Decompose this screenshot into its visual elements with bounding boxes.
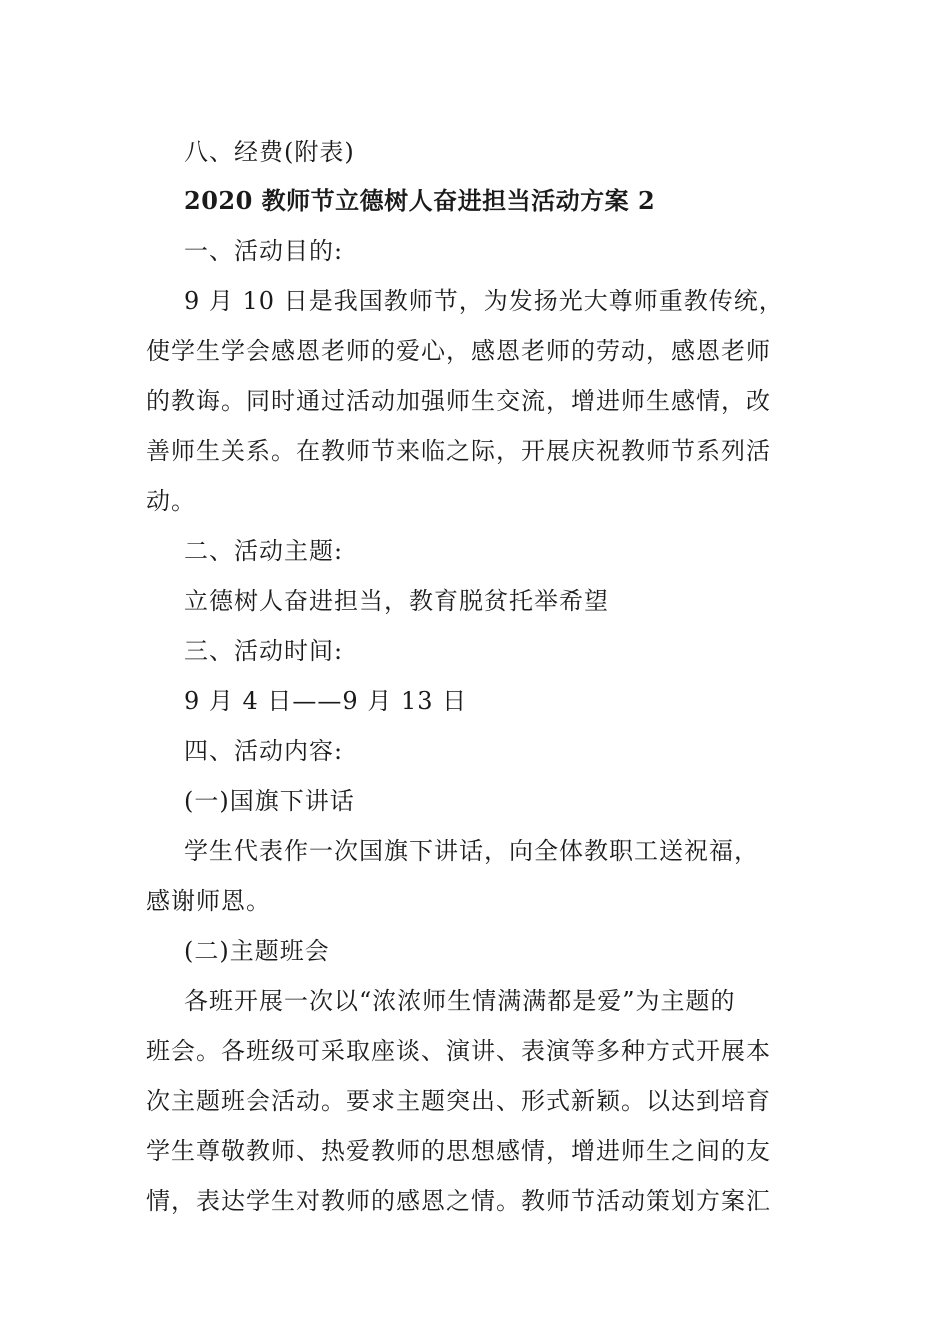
paragraph-line: 情，表达学生对教师的感恩之情。教师节活动策划方案汇 xyxy=(146,1187,771,1215)
paragraph-line: 立德树人奋进担当，教育脱贫托举希望 xyxy=(184,587,609,615)
paragraph-line: 的教诲。同时通过活动加强师生交流，增进师生感情，改 xyxy=(146,387,771,415)
section-heading-purpose: 一、活动目的: xyxy=(184,237,344,265)
section-heading-theme: 二、活动主题: xyxy=(184,537,344,565)
paragraph-line: 9 月 4 日——9 月 13 日 xyxy=(184,687,468,715)
section-heading-content: 四、活动内容: xyxy=(184,737,344,765)
subsection-heading: (一)国旗下讲话 xyxy=(184,787,355,815)
section-heading-funding: 八、经费(附表) xyxy=(184,138,355,166)
paragraph-line: 各班开展一次以“浓浓师生情满满都是爱”为主题的 xyxy=(184,987,736,1015)
paragraph-line: 动。 xyxy=(146,487,196,515)
paragraph-line: 9 月 10 日是我国教师节，为发扬光大尊师重教传统， xyxy=(184,287,784,315)
paragraph-line: 次主题班会活动。要求主题突出、形式新颖。以达到培育 xyxy=(146,1087,771,1115)
subsection-heading: (二)主题班会 xyxy=(184,937,330,965)
paragraph-line: 感谢师恩。 xyxy=(146,887,271,915)
section-heading-time: 三、活动时间: xyxy=(184,637,344,665)
document-title: 2020 教师节立德树人奋进担当活动方案 2 xyxy=(184,186,656,215)
paragraph-line: 学生代表作一次国旗下讲话，向全体教职工送祝福， xyxy=(184,837,759,865)
paragraph-line: 班会。各班级可采取座谈、演讲、表演等多种方式开展本 xyxy=(146,1037,771,1065)
paragraph-line: 使学生学会感恩老师的爱心，感恩老师的劳动，感恩老师 xyxy=(146,337,771,365)
paragraph-line: 学生尊敬教师、热爱教师的思想感情，增进师生之间的友 xyxy=(146,1137,771,1165)
paragraph-line: 善师生关系。在教师节来临之际，开展庆祝教师节系列活 xyxy=(146,437,771,465)
